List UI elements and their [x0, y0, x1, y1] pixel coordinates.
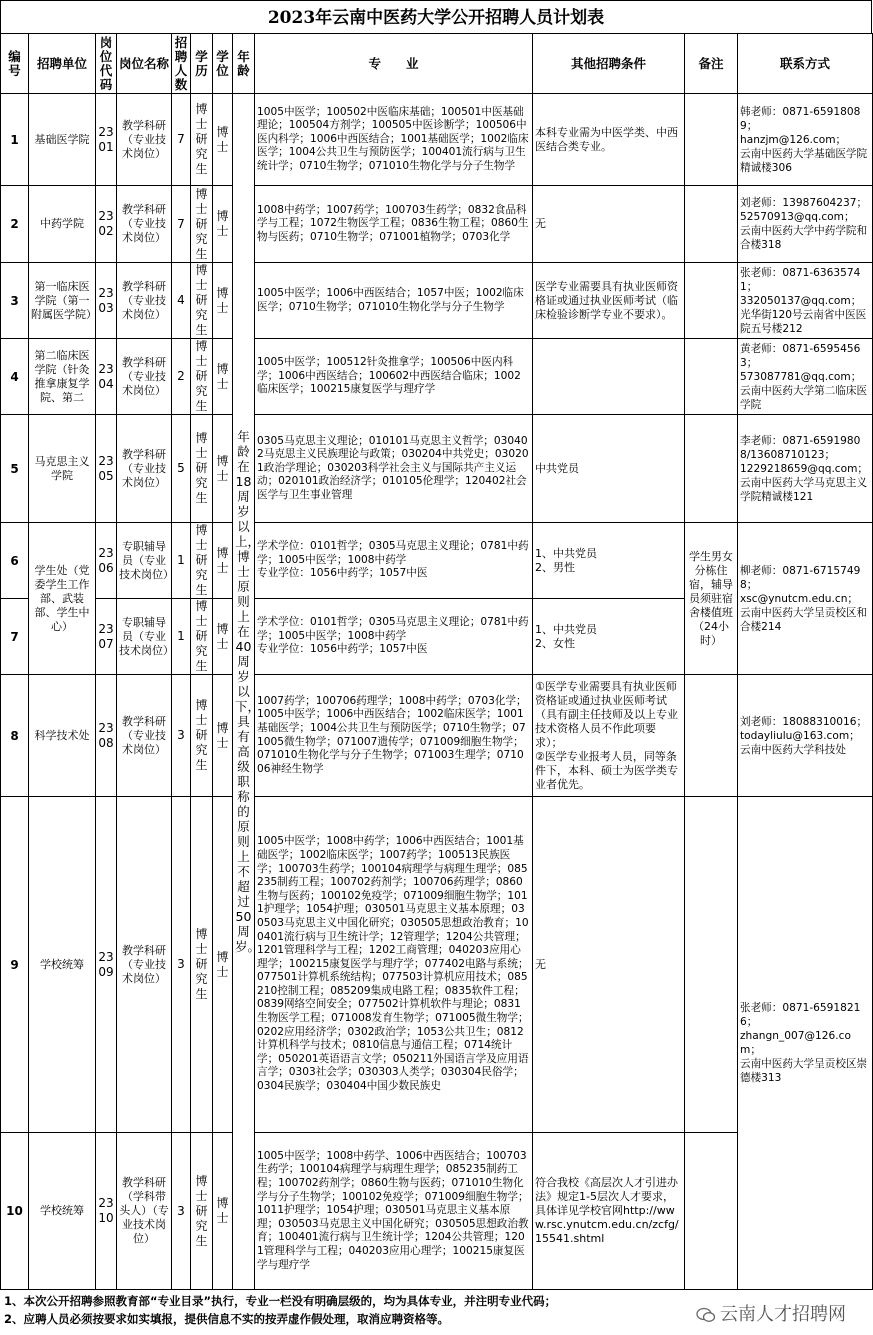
row-conditions: 无 [533, 186, 685, 263]
row-degree: 博士 [213, 1133, 233, 1290]
col-header-post: 岗位名称 [117, 34, 172, 94]
row-conditions: 无 [533, 797, 685, 1133]
row-degree: 博士 [213, 675, 233, 797]
row-conditions: 医学专业需要具有执业医师资格证或通过执业医师考试（临床检验诊断学专业不要求）。 [533, 263, 685, 339]
row-unit: 基础医学院 [29, 94, 96, 186]
row-contact: 柳老师：0871-67157498； xsc@ynutcm.edu.cn； 云南中医药大学呈贡校区和合楼214 [738, 523, 873, 675]
row-post: 教学科研（专业技术岗位） [117, 675, 172, 797]
row-unit: 学校统筹 [29, 1133, 96, 1290]
row-post: 教学科研（学科带头人）（专业技术岗位） [117, 1133, 172, 1290]
row-code: 2303 [96, 263, 117, 339]
row-count: 1 [172, 523, 191, 599]
row-contact: 刘老师：18088310016； todayliulu@163.com； 云南中医药大学科技处 [738, 675, 873, 797]
row-edu: 博士研究生 [191, 1133, 213, 1290]
row-note [685, 339, 738, 415]
row-post: 教学科研（专业技术岗位） [117, 415, 172, 523]
table-row [1, 186, 873, 263]
row-degree: 博士 [213, 523, 233, 599]
row-major: 1007药学；100706药理学；1008中药学；0703化学；1005中医学；1006中西医结合；1002临床医学；1001基础医学；1004公共卫生与预防医学；0710生物学；071005微生物学；071007遗传学；071009细胞生物学；071010生物化学与分子生物学；071003生理学；071006神经生物学 [255, 675, 533, 797]
row-code: 2304 [96, 339, 117, 415]
table-row [1, 523, 873, 599]
recruitment-plan-table [0, 33, 873, 1290]
wechat-icon [696, 1307, 716, 1323]
watermark [696, 1300, 846, 1326]
row-count: 7 [172, 186, 191, 263]
row-note [685, 1133, 738, 1290]
row-note: 学生男女分栋住宿，辅导员须驻宿舍楼值班（24小时） [685, 523, 738, 675]
row-conditions: 1、中共党员 2、男性 [533, 523, 685, 599]
row-contact: 李老师：0871-65919808/13608710123； 1229218659@qq.com； 云南中医药大学马克思主义学院精诚楼121 [738, 415, 873, 523]
footnote-1: 1、本次公开招聘参照教育部“专业目录”执行，专业一栏没有明确层级的，均为具体专业，并注明专业代码； [4, 1294, 557, 1308]
row-degree: 博士 [213, 94, 233, 186]
table-row [1, 263, 873, 339]
table-row [1, 415, 873, 523]
row-count: 3 [172, 675, 191, 797]
row-contact: 刘老师：13987604237； 52570913@qq.com； 云南中医药大学中药学院和合楼318 [738, 186, 873, 263]
row-edu: 博士研究生 [191, 523, 213, 599]
row-degree: 博士 [213, 797, 233, 1133]
row-note [685, 263, 738, 339]
row-contact: 黄老师：0871-65954563； 573087781@qq.com； 云南中医药大学第二临床医学院 [738, 339, 873, 415]
row-major: 0305马克思主义理论；010101马克思主义哲学；030402马克思主义民族理论与政策；030204中共党史；030201政治学理论；030203科学社会主义与国际共产主义运动；020101政治经济学；010105伦理学；120402社会医学与卫生事业管理 [255, 415, 533, 523]
row-unit: 学校统筹 [29, 797, 96, 1133]
col-header-code: 岗位代码 [96, 34, 117, 94]
row-note [685, 415, 738, 523]
row-count: 7 [172, 94, 191, 186]
row-degree: 博士 [213, 599, 233, 675]
table-row [1, 675, 873, 797]
row-post: 教学科研（专业技术岗位） [117, 797, 172, 1133]
row-edu: 博士研究生 [191, 599, 213, 675]
row-no: 6 [1, 523, 29, 599]
row-code: 2305 [96, 415, 117, 523]
row-no: 5 [1, 415, 29, 523]
row-conditions: 中共党员 [533, 415, 685, 523]
row-edu: 博士研究生 [191, 675, 213, 797]
col-header-age: 年龄 [233, 34, 255, 94]
col-header-edu: 学历 [191, 34, 213, 94]
row-code: 2302 [96, 186, 117, 263]
row-unit: 马克思主义学院 [29, 415, 96, 523]
row-edu: 博士研究生 [191, 186, 213, 263]
table-title: 2023年云南中医药大学公开招聘人员计划表 [0, 0, 872, 34]
row-degree: 博士 [213, 339, 233, 415]
row-count: 3 [172, 1133, 191, 1290]
table-row [1, 339, 873, 415]
row-edu: 博士研究生 [191, 415, 213, 523]
row-edu: 博士研究生 [191, 339, 213, 415]
row-code: 2306 [96, 523, 117, 599]
row-code: 2309 [96, 797, 117, 1133]
row-post: 专职辅导员（专业技术岗位） [117, 599, 172, 675]
footnote-2: 2、应聘人员必须按要求如实填报，提供信息不实的按弄虚作假处理，取消应聘资格等。 [4, 1312, 449, 1326]
row-unit: 科学技术处 [29, 675, 96, 797]
row-post: 教学科研（专业技术岗位） [117, 339, 172, 415]
row-contact: 张老师：0871-65918216； zhangn_007@126.com； 云南中医药大学呈贡校区崇德楼313 [738, 797, 873, 1290]
row-major: 1008中药学；1007药学；100703生药学；0832食品科学与工程；1072生物医学工程；0836生物工程；0860生物与医药；0710生物学；071001植物学；0703化学 [255, 186, 533, 263]
row-count: 2 [172, 339, 191, 415]
row-count: 4 [172, 263, 191, 339]
row-degree: 博士 [213, 186, 233, 263]
row-degree: 博士 [213, 415, 233, 523]
row-count: 3 [172, 797, 191, 1133]
row-post: 教学科研（专业技术岗位） [117, 186, 172, 263]
row-post: 教学科研（专业技术岗位） [117, 94, 172, 186]
row-contact: 韩老师：0871-65918089； hanzjm@126.com； 云南中医药大学基础医学院精诚楼306 [738, 94, 873, 186]
row-major: 1005中医学；1006中西医结合；1057中医；1002临床医学；0710生物学；071010生物化学与分子生物学 [255, 263, 533, 339]
row-code: 2308 [96, 675, 117, 797]
header-row [1, 34, 873, 94]
age-requirement: 年龄在18周岁以上，博士原则上在40周岁以下，具有高级职称的原则上不超过50周岁。 [233, 94, 255, 1290]
row-no: 8 [1, 675, 29, 797]
row-post: 专职辅导员（专业技术岗位） [117, 523, 172, 599]
col-header-cond: 其他招聘条件 [533, 34, 685, 94]
row-major: 学术学位：0101哲学；0305马克思主义理论；0781中药学；1005中医学；1008中药学 专业学位：1056中药学；1057中医 [255, 523, 533, 599]
col-header-degree: 学位 [213, 34, 233, 94]
row-major: 1005中医学；100502中医临床基础；100501中医基础理论；100504方剂学；100505中医诊断学；100506中医内科学；1006中西医结合；1001基础医学；1002临床医学；1004公共卫生与预防医学；100401流行病与卫生统计学；0710生物学；071010生物化学与分子生物学 [255, 94, 533, 186]
col-header-unit: 招聘单位 [29, 34, 96, 94]
table-row [1, 94, 873, 186]
row-code: 2307 [96, 599, 117, 675]
col-header-note: 备注 [685, 34, 738, 94]
row-conditions [533, 339, 685, 415]
watermark-text: 云南人才招聘网 [720, 1304, 846, 1325]
row-conditions: ①医学专业需要具有执业医师资格证或通过执业医师考试（具有副主任技师及以上专业技术资格人员不作此项要求）； ②医学专业报考人员，同等条件下，本科、硕士为医学类专业者优先。 [533, 675, 685, 797]
row-note [685, 94, 738, 186]
row-no: 10 [1, 1133, 29, 1290]
row-note [685, 186, 738, 263]
row-code: 2310 [96, 1133, 117, 1290]
row-conditions: 符合我校《高层次人才引进办法》规定1-5层次人才要求，具体详见学校官网http://www.rsc.ynutcm.edu.cn/zcfg/15541.shtml [533, 1133, 685, 1290]
row-code: 2301 [96, 94, 117, 186]
row-no: 2 [1, 186, 29, 263]
row-major: 1005中医学；100512针灸推拿学；100506中医内科学；1006中西医结合；100602中西医结合临床；1002临床医学；100215康复医学与理疗学 [255, 339, 533, 415]
table-row [1, 797, 873, 1133]
row-unit: 第一临床医学院（第一附属医学院） [29, 263, 96, 339]
row-count: 5 [172, 415, 191, 523]
row-unit: 学生处（党委学生工作部、武装部、学生中心） [29, 523, 96, 675]
row-degree: 博士 [213, 263, 233, 339]
row-edu: 博士研究生 [191, 797, 213, 1133]
row-note [685, 675, 738, 797]
row-no: 4 [1, 339, 29, 415]
row-major: 学术学位：0101哲学；0305马克思主义理论；0781中药学；1005中医学；1008中药学 专业学位：1056中药学；1057中医 [255, 599, 533, 675]
row-conditions: 1、中共党员 2、女性 [533, 599, 685, 675]
row-edu: 博士研究生 [191, 263, 213, 339]
row-unit: 中药学院 [29, 186, 96, 263]
row-no: 3 [1, 263, 29, 339]
col-header-major: 专 业 [255, 34, 533, 94]
col-header-no: 编号 [1, 34, 29, 94]
row-note [685, 797, 738, 1133]
col-header-count: 招聘人数 [172, 34, 191, 94]
row-count: 1 [172, 599, 191, 675]
row-no: 9 [1, 797, 29, 1133]
row-no: 1 [1, 94, 29, 186]
row-no: 7 [1, 599, 29, 675]
col-header-contact: 联系方式 [738, 34, 873, 94]
row-unit: 第二临床医学院（针灸推拿康复学院、第二 [29, 339, 96, 415]
row-conditions: 本科专业需为中医学类、中西医结合类专业。 [533, 94, 685, 186]
row-major: 1005中医学；1008中药学；1006中西医结合；1001基础医学；1002临床医学；1007药学；100513民族医学；100703生药学；100104病理学与病理生理学；085235制药工程；100702药剂学；100706药理学；0860生物与医药；100102免疫学；071009细胞生物学；1011护理学；1054护理；030501马克思主义基本原理；030503马克思主义中国化研究；030505思想政治教育；100401流行病与卫生统计学；12管理学；1204公共管理；1201管理科学与工程；1202工商管理；040203应用心理学；100215康复医学与理疗学；077402电路与系统；077501计算机系统结构；077503计算机应用技术；085210控制工程；085209集成电路工程；0835软件工程；0839网络空间安全；077502计算机软件与理论；0831生物医学工程；071008发育生物学；071005微生物学；0202应用经济学；0302政治学；1053公共卫生；0812计算机科学与技术；0810信息与通信工程；0714统计学；050201英语语言文学；050211外国语言学及应用语言学；0303社会学；030303人类学；030304民俗学；0304民族学；030404中国少数民族史 [255, 797, 533, 1133]
row-contact: 张老师：0871-63635741； 332050137@qq.com； 光华街120号云南省中医医院五号楼212 [738, 263, 873, 339]
row-edu: 博士研究生 [191, 94, 213, 186]
row-post: 教学科研（专业技术岗位） [117, 263, 172, 339]
row-major: 1005中医学；1008中药学、1006中西医结合；100703生药学；100104病理学与病理生理学；085235制药工程；100702药剂学；0860生物与医药；071010生物化学与分子生物学；100102免疫学；071009细胞生物学；1011护理学；1054护理；030501马克思主义基本原理；030503马克思主义中国化研究；030505思想政治教育；100401流行病与卫生统计学；1204公共管理；1201管理科学与工程；040203应用心理学；100215康复医学与理疗学 [255, 1133, 533, 1290]
